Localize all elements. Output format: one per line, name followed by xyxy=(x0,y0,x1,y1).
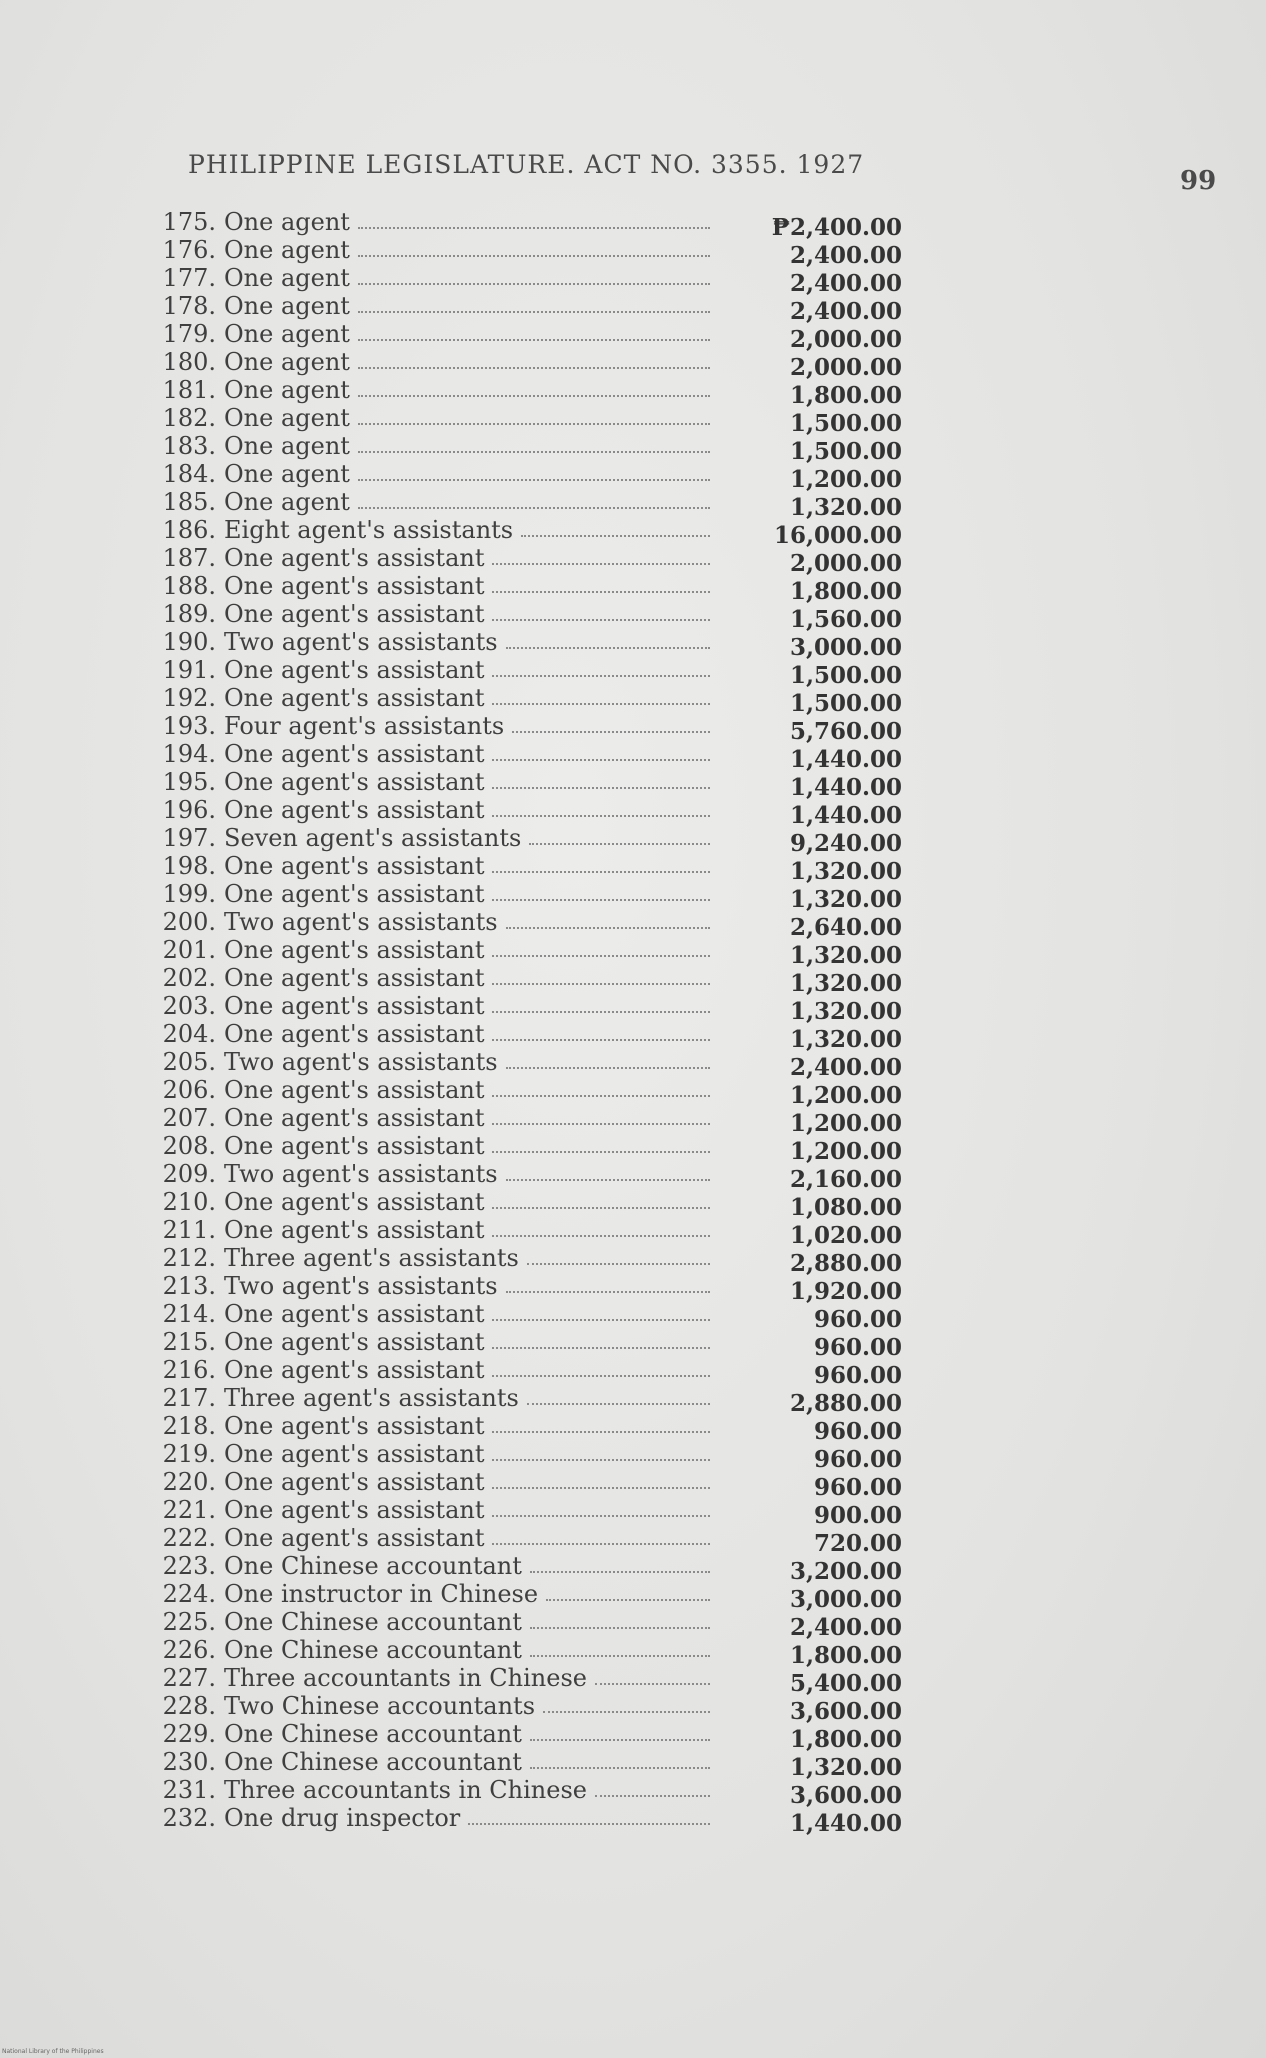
list-item xyxy=(150,1132,910,1165)
item-amount: 1,320.00 xyxy=(789,494,902,521)
list-item xyxy=(150,460,910,493)
item-description: One agent's assistant xyxy=(224,852,485,880)
list-item xyxy=(150,1496,910,1529)
item-description: Two agent's assistants xyxy=(224,628,498,656)
item-number: 181. xyxy=(162,376,216,404)
list-item xyxy=(150,1552,910,1585)
dot-leader xyxy=(358,255,710,257)
dot-leader xyxy=(492,703,710,705)
dot-leader xyxy=(492,675,710,677)
dot-leader xyxy=(358,395,710,397)
item-amount: 1,440.00 xyxy=(789,746,902,773)
item-description: Two agent's assistants xyxy=(224,1272,498,1300)
item-amount: 1,800.00 xyxy=(789,1642,902,1669)
item-number: 209. xyxy=(162,1160,216,1188)
item-amount: 1,200.00 xyxy=(789,1138,902,1165)
list-item xyxy=(150,1664,910,1697)
list-item xyxy=(150,1608,910,1641)
list-item xyxy=(150,1020,910,1053)
item-amount: 3,600.00 xyxy=(789,1698,902,1725)
list-item xyxy=(150,1048,910,1081)
item-amount: 1,200.00 xyxy=(789,1110,902,1137)
item-number: 228. xyxy=(162,1692,216,1720)
item-number: 220. xyxy=(162,1468,216,1496)
item-description: Two Chinese accountants xyxy=(224,1692,536,1720)
item-number: 225. xyxy=(162,1608,216,1636)
item-description: One agent's assistant xyxy=(224,656,485,684)
item-amount: 2,160.00 xyxy=(789,1166,902,1193)
list-item xyxy=(150,656,910,689)
item-description: Three accountants in Chinese xyxy=(224,1664,587,1692)
item-description: One agent's assistant xyxy=(224,1188,485,1216)
item-number: 219. xyxy=(162,1440,216,1468)
item-number: 189. xyxy=(162,600,216,628)
item-description: Three agent's assistants xyxy=(224,1244,519,1272)
list-item xyxy=(150,1216,910,1249)
list-item xyxy=(150,824,910,857)
item-number: 191. xyxy=(162,656,216,684)
item-description: One agent's assistant xyxy=(224,684,485,712)
item-description: One agent's assistant xyxy=(224,796,485,824)
dot-leader xyxy=(492,787,710,789)
item-amount: 16,000.00 xyxy=(773,522,902,549)
item-number: 186. xyxy=(162,516,216,544)
item-number: 214. xyxy=(162,1300,216,1328)
list-item xyxy=(150,1328,910,1361)
item-amount: 1,440.00 xyxy=(789,802,902,829)
item-amount: 1,320.00 xyxy=(789,942,902,969)
dot-leader xyxy=(492,1375,710,1377)
list-item xyxy=(150,712,910,745)
list-item xyxy=(150,600,910,633)
item-amount: 1,560.00 xyxy=(789,606,902,633)
list-item xyxy=(150,1188,910,1221)
list-item xyxy=(150,852,910,885)
list-item xyxy=(150,1804,910,1837)
dot-leader xyxy=(492,871,710,873)
list-item xyxy=(150,992,910,1025)
list-item xyxy=(150,208,910,241)
item-amount: 5,400.00 xyxy=(789,1670,902,1697)
item-amount: 1,320.00 xyxy=(789,1754,902,1781)
item-number: 178. xyxy=(162,292,216,320)
dot-leader xyxy=(492,1039,710,1041)
item-amount: 2,640.00 xyxy=(789,914,902,941)
list-item xyxy=(150,320,910,353)
dot-leader xyxy=(468,1823,710,1825)
item-amount: 1,320.00 xyxy=(789,998,902,1025)
item-number: 185. xyxy=(162,488,216,516)
item-amount: 1,500.00 xyxy=(789,690,902,717)
list-item xyxy=(150,628,910,661)
item-amount: 1,920.00 xyxy=(789,1278,902,1305)
item-amount: 1,500.00 xyxy=(789,662,902,689)
running-header: PHILIPPINE LEGISLATURE. ACT NO. 3355. 1927 xyxy=(188,150,865,179)
dot-leader xyxy=(492,899,710,901)
item-number: 190. xyxy=(162,628,216,656)
item-amount: 2,400.00 xyxy=(789,1614,902,1641)
dot-leader xyxy=(530,1655,710,1657)
list-item xyxy=(150,1692,910,1725)
item-number: 227. xyxy=(162,1664,216,1692)
item-description: One agent's assistant xyxy=(224,1356,485,1384)
item-number: 183. xyxy=(162,432,216,460)
item-description: One agent's assistant xyxy=(224,1440,485,1468)
item-amount: 960.00 xyxy=(813,1418,902,1445)
dot-leader xyxy=(492,1235,710,1237)
item-amount: 1,320.00 xyxy=(789,886,902,913)
item-description: Two agent's assistants xyxy=(224,1160,498,1188)
item-number: 213. xyxy=(162,1272,216,1300)
dot-leader xyxy=(492,955,710,957)
item-number: 204. xyxy=(162,1020,216,1048)
item-description: One agent xyxy=(224,488,350,516)
item-description: One agent's assistant xyxy=(224,572,485,600)
item-description: One agent's assistant xyxy=(224,1300,485,1328)
item-number: 223. xyxy=(162,1552,216,1580)
item-amount: 960.00 xyxy=(813,1306,902,1333)
item-amount: 2,880.00 xyxy=(789,1250,902,1277)
item-amount: 9,240.00 xyxy=(789,830,902,857)
item-description: One Chinese accountant xyxy=(224,1552,522,1580)
list-item xyxy=(150,292,910,325)
dot-leader xyxy=(358,283,710,285)
list-item xyxy=(150,1636,910,1669)
item-amount: 1,800.00 xyxy=(789,1726,902,1753)
dot-leader xyxy=(492,1095,710,1097)
list-item xyxy=(150,1412,910,1445)
item-number: 182. xyxy=(162,404,216,432)
item-number: 175. xyxy=(162,208,216,236)
dot-leader xyxy=(358,367,710,369)
dot-leader xyxy=(546,1599,710,1601)
item-amount: 1,800.00 xyxy=(789,382,902,409)
list-item xyxy=(150,684,910,717)
item-description: One agent xyxy=(224,432,350,460)
list-item xyxy=(150,1160,910,1193)
appropriation-list xyxy=(150,208,910,1837)
item-description: One agent's assistant xyxy=(224,1132,485,1160)
scan-credit: National Library of the Philippines xyxy=(2,2048,104,2055)
item-description: One agent xyxy=(224,404,350,432)
item-number: 176. xyxy=(162,236,216,264)
dot-leader xyxy=(530,1571,710,1573)
item-number: 210. xyxy=(162,1188,216,1216)
item-amount: 2,400.00 xyxy=(789,1054,902,1081)
list-item xyxy=(150,1244,910,1277)
item-amount: 2,000.00 xyxy=(789,354,902,381)
dot-leader xyxy=(492,1347,710,1349)
item-description: One agent's assistant xyxy=(224,768,485,796)
list-item xyxy=(150,264,910,297)
item-amount: 1,440.00 xyxy=(789,1810,902,1837)
dot-leader xyxy=(595,1683,710,1685)
list-item xyxy=(150,1468,910,1501)
item-number: 232. xyxy=(162,1804,216,1832)
list-item xyxy=(150,1300,910,1333)
item-description: One Chinese accountant xyxy=(224,1720,522,1748)
item-description: One agent's assistant xyxy=(224,992,485,1020)
list-item xyxy=(150,964,910,997)
item-amount: 1,500.00 xyxy=(789,438,902,465)
item-amount: 2,000.00 xyxy=(789,326,902,353)
item-number: 230. xyxy=(162,1748,216,1776)
dot-leader xyxy=(506,1179,710,1181)
dot-leader xyxy=(529,843,710,845)
dot-leader xyxy=(492,591,710,593)
item-number: 217. xyxy=(162,1384,216,1412)
item-amount: 1,200.00 xyxy=(789,466,902,493)
item-number: 195. xyxy=(162,768,216,796)
item-description: One agent's assistant xyxy=(224,544,485,572)
dot-leader xyxy=(358,451,710,453)
item-description: One agent xyxy=(224,264,350,292)
list-item xyxy=(150,544,910,577)
dot-leader xyxy=(358,423,710,425)
item-description: One agent's assistant xyxy=(224,1468,485,1496)
dot-leader xyxy=(492,1459,710,1461)
item-amount: 720.00 xyxy=(813,1530,902,1557)
item-description: One agent xyxy=(224,320,350,348)
dot-leader xyxy=(492,1543,710,1545)
dot-leader xyxy=(530,1767,710,1769)
item-number: 218. xyxy=(162,1412,216,1440)
dot-leader xyxy=(492,759,710,761)
item-amount: 960.00 xyxy=(813,1334,902,1361)
dot-leader xyxy=(492,563,710,565)
item-description: One agent's assistant xyxy=(224,936,485,964)
dot-leader xyxy=(595,1795,710,1797)
dot-leader xyxy=(358,507,710,509)
list-item xyxy=(150,432,910,465)
item-number: 226. xyxy=(162,1636,216,1664)
item-description: One agent xyxy=(224,348,350,376)
item-number: 187. xyxy=(162,544,216,572)
item-description: One agent's assistant xyxy=(224,1524,485,1552)
item-number: 177. xyxy=(162,264,216,292)
item-number: 188. xyxy=(162,572,216,600)
item-amount: 1,320.00 xyxy=(789,970,902,997)
item-description: One agent's assistant xyxy=(224,964,485,992)
item-number: 229. xyxy=(162,1720,216,1748)
dot-leader xyxy=(492,1123,710,1125)
list-item xyxy=(150,880,910,913)
item-amount: 3,600.00 xyxy=(789,1782,902,1809)
item-number: 215. xyxy=(162,1328,216,1356)
dot-leader xyxy=(492,815,710,817)
list-item xyxy=(150,1748,910,1781)
item-number: 208. xyxy=(162,1132,216,1160)
item-amount: ₱2,400.00 xyxy=(771,214,902,241)
item-number: 231. xyxy=(162,1776,216,1804)
item-amount: 1,080.00 xyxy=(789,1194,902,1221)
item-description: One instructor in Chinese xyxy=(224,1580,539,1608)
item-amount: 960.00 xyxy=(813,1446,902,1473)
item-number: 194. xyxy=(162,740,216,768)
dot-leader xyxy=(492,1207,710,1209)
list-item xyxy=(150,1580,910,1613)
dot-leader xyxy=(527,1403,710,1405)
item-amount: 3,200.00 xyxy=(789,1558,902,1585)
item-amount: 900.00 xyxy=(813,1502,902,1529)
item-number: 221. xyxy=(162,1496,216,1524)
list-item xyxy=(150,936,910,969)
dot-leader xyxy=(492,1515,710,1517)
item-description: Seven agent's assistants xyxy=(224,824,522,852)
item-description: One agent xyxy=(224,460,350,488)
item-amount: 2,000.00 xyxy=(789,550,902,577)
item-number: 198. xyxy=(162,852,216,880)
item-amount: 1,500.00 xyxy=(789,410,902,437)
item-number: 200. xyxy=(162,908,216,936)
list-item xyxy=(150,1356,910,1389)
list-item xyxy=(150,796,910,829)
item-number: 180. xyxy=(162,348,216,376)
list-item xyxy=(150,348,910,381)
item-description: One agent's assistant xyxy=(224,600,485,628)
item-number: 216. xyxy=(162,1356,216,1384)
dot-leader xyxy=(521,535,710,537)
item-number: 193. xyxy=(162,712,216,740)
list-item xyxy=(150,1720,910,1753)
dot-leader xyxy=(506,647,710,649)
list-item xyxy=(150,1440,910,1473)
item-description: One agent's assistant xyxy=(224,1076,485,1104)
dot-leader xyxy=(492,1487,710,1489)
dot-leader xyxy=(358,227,710,229)
item-description: Eight agent's assistants xyxy=(224,516,514,544)
item-number: 202. xyxy=(162,964,216,992)
item-amount: 960.00 xyxy=(813,1474,902,1501)
item-amount: 1,020.00 xyxy=(789,1222,902,1249)
item-description: Four agent's assistants xyxy=(224,712,505,740)
item-description: One agent's assistant xyxy=(224,1328,485,1356)
dot-leader xyxy=(527,1263,710,1265)
item-amount: 3,000.00 xyxy=(789,634,902,661)
list-item xyxy=(150,404,910,437)
dot-leader xyxy=(492,619,710,621)
dot-leader xyxy=(492,983,710,985)
item-description: Two agent's assistants xyxy=(224,1048,498,1076)
page-number: 99 xyxy=(1180,166,1217,196)
dot-leader xyxy=(506,1067,710,1069)
list-item xyxy=(150,740,910,773)
dot-leader xyxy=(358,479,710,481)
item-description: One agent's assistant xyxy=(224,1412,485,1440)
item-description: One agent xyxy=(224,208,350,236)
item-number: 207. xyxy=(162,1104,216,1132)
item-amount: 1,440.00 xyxy=(789,774,902,801)
list-item xyxy=(150,1384,910,1417)
dot-leader xyxy=(492,1431,710,1433)
item-amount: 3,000.00 xyxy=(789,1586,902,1613)
item-description: One agent's assistant xyxy=(224,1104,485,1132)
dot-leader xyxy=(492,1319,710,1321)
item-number: 199. xyxy=(162,880,216,908)
item-amount: 1,320.00 xyxy=(789,858,902,885)
item-description: One agent xyxy=(224,236,350,264)
item-number: 201. xyxy=(162,936,216,964)
list-item xyxy=(150,1272,910,1305)
item-number: 211. xyxy=(162,1216,216,1244)
list-item xyxy=(150,516,910,549)
item-amount: 5,760.00 xyxy=(789,718,902,745)
item-number: 196. xyxy=(162,796,216,824)
item-amount: 2,880.00 xyxy=(789,1390,902,1417)
item-number: 206. xyxy=(162,1076,216,1104)
item-amount: 2,400.00 xyxy=(789,242,902,269)
item-number: 179. xyxy=(162,320,216,348)
item-amount: 960.00 xyxy=(813,1362,902,1389)
item-description: Two agent's assistants xyxy=(224,908,498,936)
list-item xyxy=(150,236,910,269)
item-amount: 2,400.00 xyxy=(789,270,902,297)
list-item xyxy=(150,572,910,605)
list-item xyxy=(150,1076,910,1109)
list-item xyxy=(150,1104,910,1137)
item-number: 197. xyxy=(162,824,216,852)
dot-leader xyxy=(358,311,710,313)
item-description: One agent's assistant xyxy=(224,1496,485,1524)
item-amount: 1,320.00 xyxy=(789,1026,902,1053)
item-number: 192. xyxy=(162,684,216,712)
list-item xyxy=(150,908,910,941)
dot-leader xyxy=(512,731,710,733)
dot-leader xyxy=(492,1011,710,1013)
item-description: One agent's assistant xyxy=(224,880,485,908)
item-description: One drug inspector xyxy=(224,1804,461,1832)
item-description: One agent xyxy=(224,292,350,320)
item-description: One Chinese accountant xyxy=(224,1608,522,1636)
item-number: 222. xyxy=(162,1524,216,1552)
list-item xyxy=(150,1524,910,1557)
dot-leader xyxy=(506,927,710,929)
item-description: One agent's assistant xyxy=(224,1020,485,1048)
item-number: 205. xyxy=(162,1048,216,1076)
item-description: One Chinese accountant xyxy=(224,1636,522,1664)
item-number: 203. xyxy=(162,992,216,1020)
item-description: One agent's assistant xyxy=(224,740,485,768)
dot-leader xyxy=(358,339,710,341)
item-amount: 2,400.00 xyxy=(789,298,902,325)
item-amount: 1,200.00 xyxy=(789,1082,902,1109)
list-item xyxy=(150,376,910,409)
dot-leader xyxy=(530,1627,710,1629)
item-amount: 1,800.00 xyxy=(789,578,902,605)
list-item xyxy=(150,768,910,801)
item-description: One agent xyxy=(224,376,350,404)
item-description: Three agent's assistants xyxy=(224,1384,519,1412)
item-number: 224. xyxy=(162,1580,216,1608)
dot-leader xyxy=(530,1739,710,1741)
list-item xyxy=(150,1776,910,1809)
item-number: 184. xyxy=(162,460,216,488)
item-description: One agent's assistant xyxy=(224,1216,485,1244)
dot-leader xyxy=(543,1711,710,1713)
item-number: 212. xyxy=(162,1244,216,1272)
item-description: One Chinese accountant xyxy=(224,1748,522,1776)
dot-leader xyxy=(506,1291,710,1293)
dot-leader xyxy=(492,1151,710,1153)
list-item xyxy=(150,488,910,521)
item-description: Three accountants in Chinese xyxy=(224,1776,587,1804)
